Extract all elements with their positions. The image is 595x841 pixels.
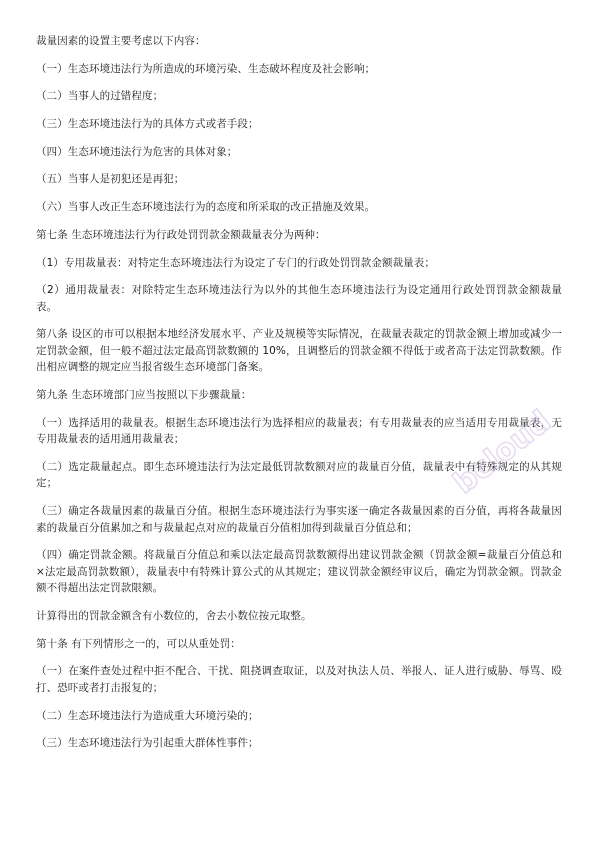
article-10-item-1: （一）在案件查处过程中拒不配合、干扰、阻挠调查取证，以及对执法人员、举报人、证人进行威胁、辱骂、殴打、恐吓或者打击报复的；: [36, 665, 562, 694]
article-9-step-1: （一）选择适用的裁量表。根据生态环境违法行为选择相应的裁量表；有专用裁量表的应当适用专用裁量表，无专用裁量表的适用通用裁量表；: [36, 416, 562, 446]
article-10-item-3: （三）生态环境违法行为引起重大群体性事件；: [36, 737, 259, 750]
factor-item-3: （三）生态环境违法行为的具体方式或者手段；: [36, 118, 259, 131]
article-10-item-2: （二）生态环境违法行为造成重大环境污染的；: [36, 709, 259, 722]
article-7-item-2: （2）通用裁量表：对除特定生态环境违法行为以外的其他生态环境违法行为设定通用行政处罚罚款金额裁量表。: [36, 284, 562, 313]
article-9-step-3: （三）确定各裁量因素的裁量百分值。根据生态环境违法行为事实逐一确定各裁量因素的百分值，再将各裁量因素的裁量百分值累加之和与裁量起点对应的裁量百分值相加得到裁量百分值总和；: [36, 505, 562, 534]
factor-item-4: （四）生态环境违法行为危害的具体对象；: [36, 145, 238, 158]
article-9-step-4: （四）确定罚款金额。将裁量百分值总和乘以法定最高罚款数额得出建议罚款金额（罚款金额=裁量百分值总和×法定最高罚款数额），裁量表中有特殊计算公式的从其规定；建议罚款金额经审议后，确定为罚款金额。罚款金额不得超出法定罚款限额。: [36, 549, 562, 595]
watermark-text: bcloud: [447, 403, 558, 502]
article-8-paragraph: 第八条 设区的市可以根据本地经济发展水平、产业及规模等实际情况，在裁量表裁定的罚款金额上增加或减少一定罚款金额，但一般不超过法定最高罚款数额的 10%，且调整后的罚款金额不得低于或者高于法定罚款数额。作出相应调整的规定应当报省级生态环境部门备案。: [36, 328, 562, 374]
article-7-heading: 第七条 生态环境违法行为行政处罚罚款金额裁量表分为两种：: [36, 228, 326, 241]
document-body: [36, 33, 562, 763]
article-10-heading: 第十条 有下列情形之一的，可以从重处罚：: [36, 637, 241, 650]
factor-item-1: （一）生态环境违法行为所造成的环境污染、生态破坏程度及社会影响；: [36, 62, 376, 75]
intro-line: 裁量因素的设置主要考虑以下内容：: [36, 35, 206, 47]
article-7-item-1: （1）专用裁量表：对特定生态环境违法行为设定了专门的行政处罚罚款金额裁量表；: [36, 256, 435, 269]
article-9-step-2: （二）选定裁量起点。即生态环境违法行为法定最低罚款数额对应的裁量百分值，裁量表中有特殊规定的从其规定；: [36, 460, 562, 490]
factor-item-5: （五）当事人是初犯还是再犯；: [36, 173, 185, 186]
rounding-rule: 计算得出的罚款金额含有小数位的，舍去小数位按元取整。: [36, 610, 312, 622]
factor-item-2: （二）当事人的过错程度；: [36, 90, 164, 103]
article-9-heading: 第九条 生态环境部门应当按照以下步骤裁量：: [36, 389, 252, 402]
factor-item-6: （六）当事人改正生态环境违法行为的态度和所采取的改正措施及效果。: [36, 201, 376, 214]
